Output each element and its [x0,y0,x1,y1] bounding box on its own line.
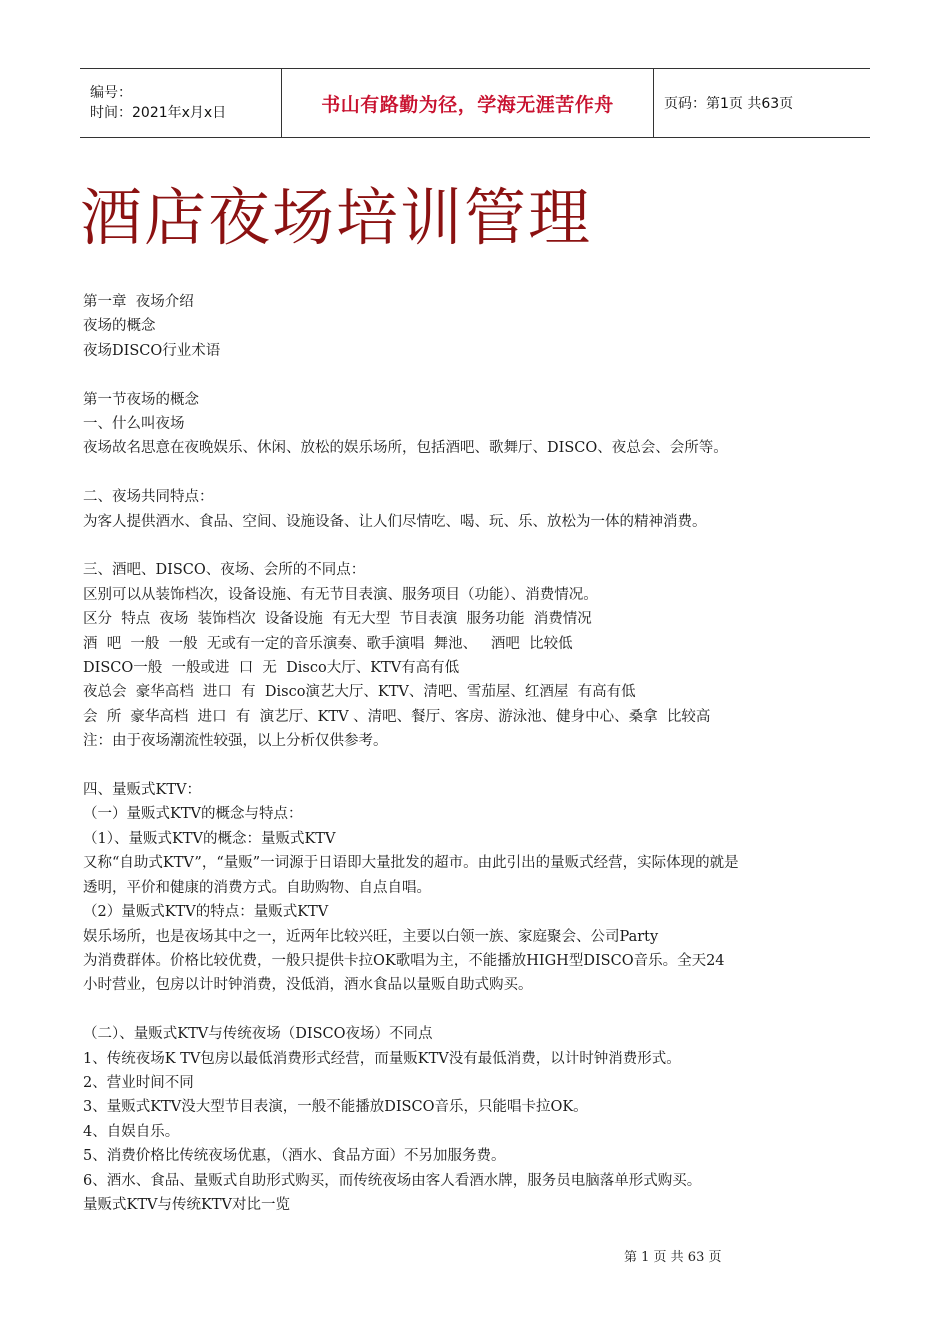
body-line [83,461,873,485]
body-line: DISCO一般 一般或进 口 无 Disco大厅、KTV有高有低 [83,660,460,677]
body-line: 6、酒水、食品、量贩式自助形式购买，而传统夜场由客人看酒水牌，服务员电脑落单形式购买。 [83,1172,702,1189]
body-line [83,534,873,558]
number-label: 编号： [90,85,132,101]
header-page-cell [654,69,870,137]
body-line: 第一节夜场的概念 [83,391,199,408]
body-line: 一、什么叫夜场 [83,416,185,433]
body-line: （一）量贩式KTV的概念与特点： [83,806,303,823]
body-line: 娱乐场所，也是夜场其中之一，近两年比较兴旺，主要以白领一族、家庭聚会、公司Party [83,928,659,945]
body-line: 量贩式KTV与传统KTV对比一览 [83,1196,290,1213]
body-line: 四、量贩式KTV： [83,782,201,799]
body-line: 二、夜场共同特点： [83,489,214,506]
body-line: 酒 吧 一般 一般 无或有一定的音乐演奏、歌手演唱 舞池、 酒吧 比较低 [83,635,573,652]
body-line: 为客人提供酒水、食品、空间、设施设备、让人们尽情吃、喝、玩、乐、放松为一体的精神消费。 [83,513,707,530]
body-line: 透明，平价和健康的消费方式。自助购物、自点自唱。 [83,879,431,896]
body-line: 会 所 豪华高档 进口 有 演艺厅、KTV 、清吧、餐厅、客房、游泳池、健身中心、桑拿 比较高 [83,708,711,725]
body-line: 5、消费价格比传统夜场优惠，（酒水、食品方面）不另加服务费。 [83,1148,506,1165]
body-line: （二）、量贩式KTV与传统夜场（DISCO夜场）不同点 [83,1026,433,1043]
header-meta [80,69,282,137]
body-line: （2）量贩式KTV的特点：量贩式KTV [83,904,329,921]
body-line: 夜场故名思意在夜晚娱乐、休闲、放松的娱乐场所，包括酒吧、歌舞厅、DISCO、夜总会、会所等。 [83,440,728,457]
body-line: 3、量贩式KTV没大型节目表演，一般不能播放DISCO音乐，只能唱卡拉OK。 [83,1099,588,1116]
body-line: 夜总会 豪华高档 进口 有 Disco演艺大厅、KTV、清吧、雪茄屋、红酒屋 有高有低 [83,684,636,701]
date-label: 时间：2021年x月x日 [90,105,227,121]
body-line: 三、酒吧、DISCO、夜场、会所的不同点： [83,562,366,579]
body-line: 2、营业时间不同 [83,1074,194,1091]
document-title: 酒店夜场培训管理 [80,181,593,254]
body-line: 第一章 夜场介绍 [83,294,194,310]
body-line [83,363,873,387]
body-line: 夜场DISCO行业术语 [83,342,221,359]
body-line: 区分 特点 夜场 装饰档次 设备设施 有无大型 节目表演 服务功能 消费情况 [83,611,592,628]
body-line: 1、传统夜场K TV包房以最低消费形式经营，而量贩KTV没有最低消费，以计时钟消费形式。 [83,1050,681,1067]
body-line: 夜场的概念 [83,318,156,335]
body-line [83,998,873,1022]
motto-text: 书山有路勤为径，学海无涯苦作舟 [321,93,614,116]
body-line: 又称“自助式KTV”，“量贩”一词源于日语即大量批发的超市。由此引出的量贩式经营，实际体现的就是 [83,855,739,872]
body-line: 区别可以从装饰档次，设备设施、有无节目表演、服务项目（功能）、消费情况。 [83,586,598,603]
header-motto-cell [282,69,654,137]
page-header [80,68,870,138]
body-line: 注：由于夜场潮流性较强，以上分析仅供参考。 [83,733,388,750]
document-body [83,290,873,1217]
body-line: （1）、量贩式KTV的概念：量贩式KTV [83,830,336,847]
body-line: 小时营业，包房以计时钟消费，没低消，酒水食品以量贩自助式购买。 [83,977,533,994]
body-line: 4、自娱自乐。 [83,1123,180,1140]
body-line [83,754,873,778]
body-line: 为消费群体。价格比较优费，一般只提供卡拉OK歌唱为主，不能播放HIGH型DISCO音乐。全天24 [83,952,725,969]
page-label: 页码：第1页 共63页 [664,96,794,112]
page-footer: 第 1 页 共 63 页 [624,1250,722,1265]
